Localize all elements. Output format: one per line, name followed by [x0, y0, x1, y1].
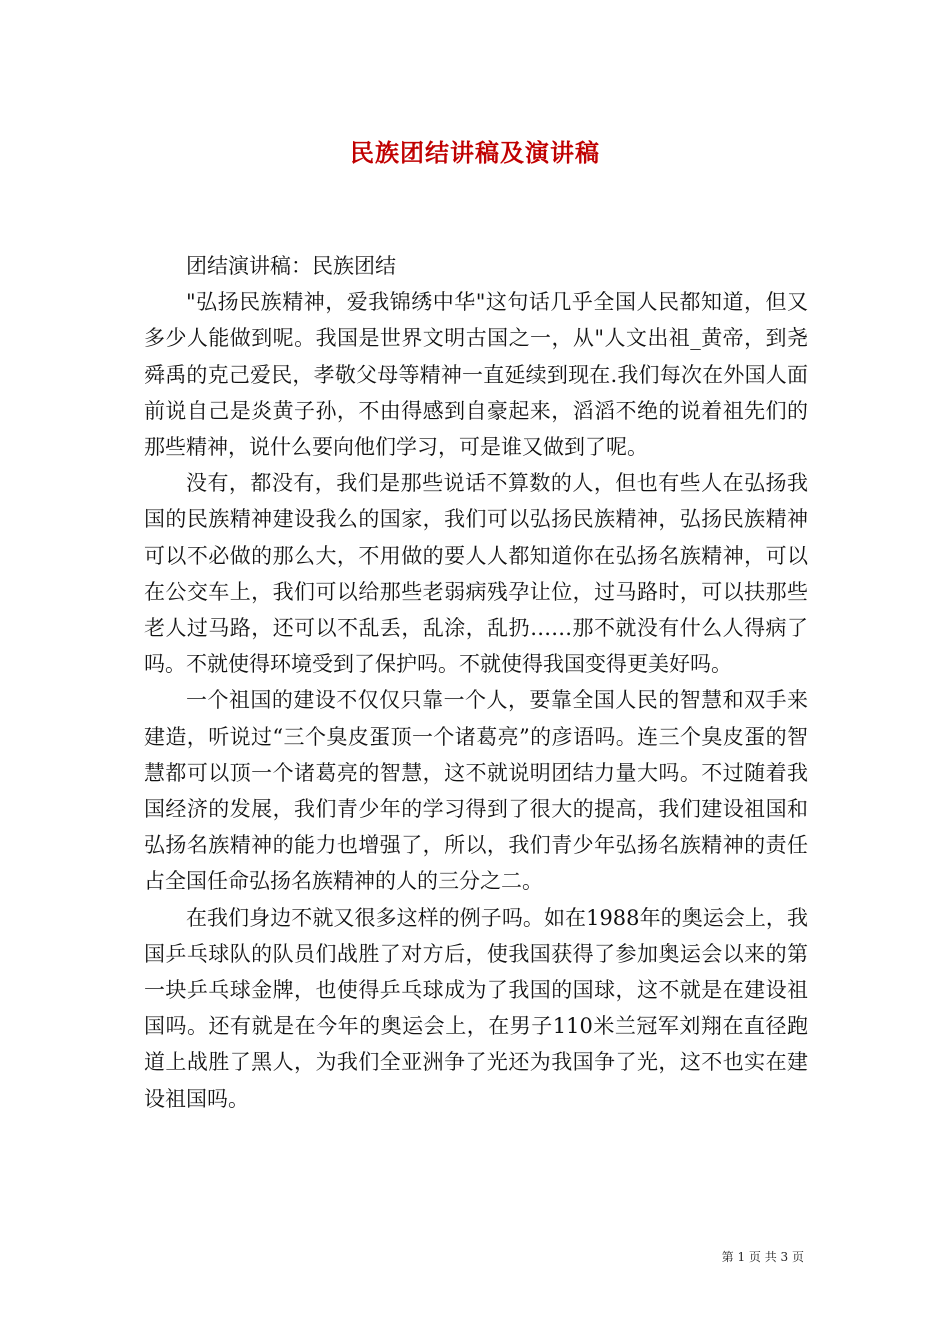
- paragraph: 在我们身边不就又很多这样的例子吗。如在1988年的奥运会上，我国乒乓球队的队员们战胜了对方后，使我国获得了参加奥运会以来的第一块乒乓球金牌，也使得乒乓球成为了我国的国球，这不就是在建设祖国吗。还有就是在今年的奥运会上，在男子110米兰冠军刘翔在直径跑道上战胜了黑人，为我们全亚洲争了光还为我国争了光，这不也实在建设祖国吗。: [144, 905, 808, 1111]
- document-body: [144, 248, 808, 1117]
- paragraph: 没有，都没有，我们是那些说话不算数的人，但也有些人在弘扬我国的民族精神建设我么的国家，我们可以弘扬民族精神，弘扬民族精神可以不必做的那么大，不用做的要人人都知道你在弘扬名族精神，可以在公交车上，我们可以给那些老弱病残孕让位，过马路时，可以扶那些老人过马路，还可以不乱丢，乱涂，乱扔……那不就没有什么人得病了吗。不就使得环境受到了保护吗。不就使得我国变得更美好吗。: [144, 471, 808, 677]
- document-title: 民族团结讲稿及演讲稿: [350, 138, 600, 167]
- paragraph: 一个祖国的建设不仅仅只靠一个人，要靠全国人民的智慧和双手来建造，听说过“三个臭皮蛋顶一个诸葛亮”的彦语吗。连三个臭皮蛋的智慧都可以顶一个诸葛亮的智慧，这不就说明团结力量大吗。不过随着我国经济的发展，我们青少年的学习得到了很大的提高，我们建设祖国和弘扬名族精神的能力也增强了，所以，我们青少年弘扬名族精神的责任占全国任命弘扬名族精神的人的三分之二。: [144, 688, 808, 894]
- page-number-footer: 第 1 页 共 3 页: [721, 1250, 804, 1264]
- paragraph-heading: 团结演讲稿：民族团结: [186, 254, 396, 278]
- paragraph: "弘扬民族精神，爱我锦绣中华"这句话几乎全国人民都知道，但又多少人能做到呢。我国是世界文明古国之一，从"人文出祖_黄帝，到尧舜禹的克己爱民，孝敬父母等精神一直延续到现在.我们每次在外国人面前说自己是炎黄子孙，不由得感到自豪起来，滔滔不绝的说着祖先们的那些精神，说什么要向他们学习，可是谁又做到了呢。: [144, 290, 808, 460]
